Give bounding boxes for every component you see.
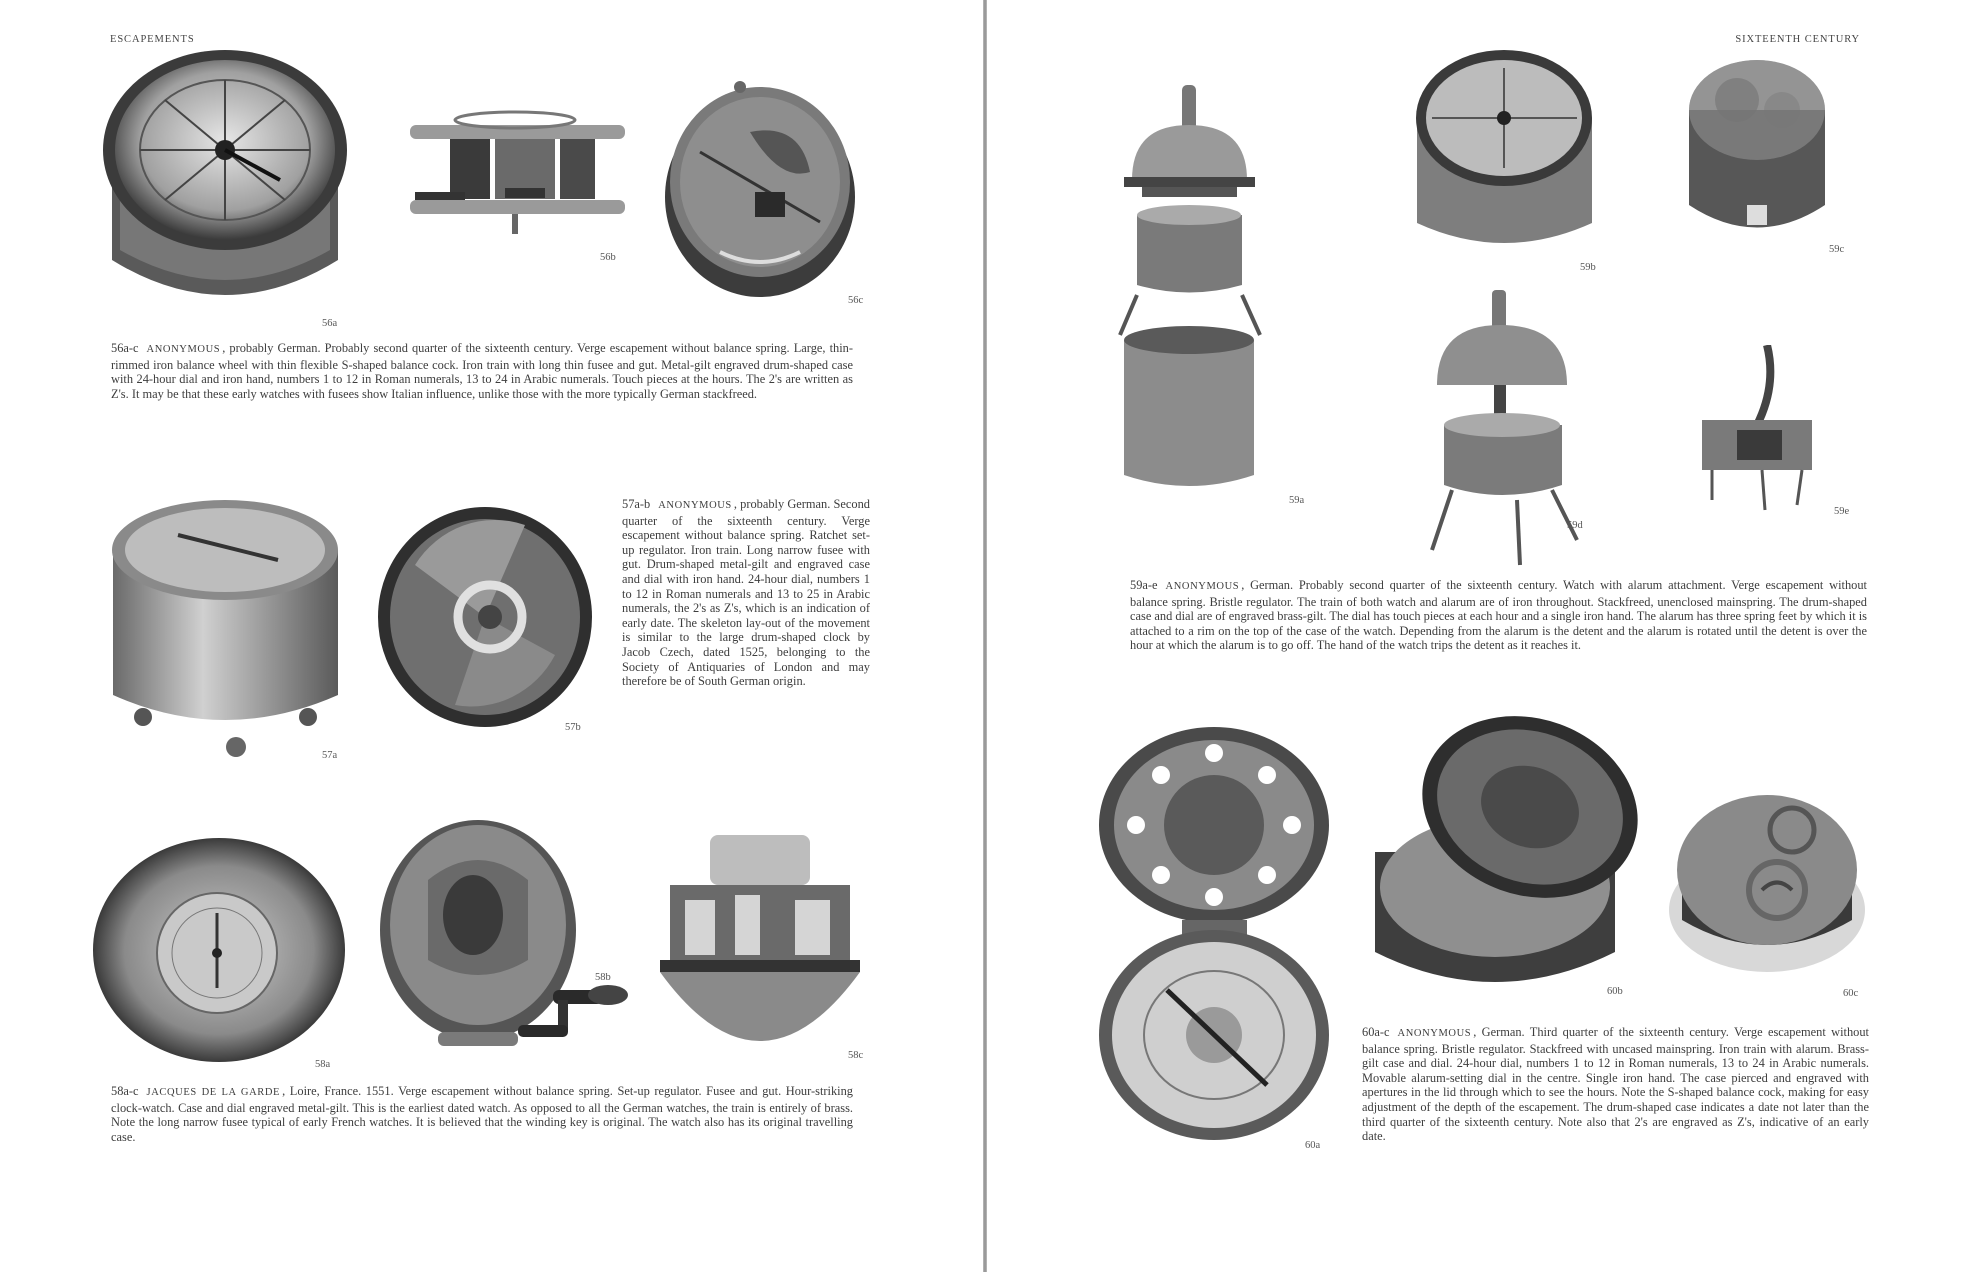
fig-label-56c: 56c [848, 295, 864, 306]
caption-text: , probably German. Probably second quarter of the sixteenth century. Verge escapement without balance spring. Large, thin-rimmed iron balance wheel with thin flexible S-shaped balance cock. Iron train with long thin fusee and gut. Metal-gilt engraved drum-shaped case with 24-hour dial and iron hand, numbers 1 to 12 in Roman numerals, 13 to 24 in Arabic numerals. Touch pieces at the hours. The 2's are written as Z's. It may be that these early watches with fusees show Italian influence, unlike those with the more typically German stackfreed. [111, 341, 853, 401]
photo-59c [1687, 55, 1827, 250]
caption-fig-number: 60a-c [1362, 1025, 1390, 1039]
caption-maker: ANONYMOUS [146, 344, 221, 355]
caption-fig-number: 57a-b [622, 497, 651, 511]
photo-58c [655, 830, 865, 1055]
running-head-left: ESCAPEMENTS [110, 34, 195, 45]
fig-label-56b: 56b [600, 252, 616, 263]
fig-label-59e: 59e [1834, 506, 1850, 517]
caption-maker: ANONYMOUS [1165, 581, 1240, 592]
photo-57a [108, 495, 343, 760]
photo-59a [1112, 85, 1267, 490]
fig-label-56a: 56a [322, 318, 338, 329]
caption-text: , German. Third quarter of the sixteenth century. Verge escapement without balance spring. Bristle regulator. Stackfreed with uncased mainspring. Iron train with alarum. Brass-gilt case and dial. 24-hour dial, numbers 1 to 12 in Roman numerals, 13 to 24 in Arabic numerals. Movable alarum-setting dial in the centre. Single iron hand. The case pierced and engraved with apertures in the lid through which to see the hours. Note the S-shaped balance cock, making for easy adjustment of the depth of the escapement. The drum-shaped case indicates a date not later than the third quarter of the sixteenth century. Note also that 2's are engraved as Z's, indicative of an early date. [1362, 1025, 1869, 1144]
photo-60a [1097, 725, 1332, 1145]
photo-59d [1422, 290, 1582, 570]
caption-maker: ANONYMOUS [658, 500, 732, 511]
caption-text: , Loire, France. 1551. Verge escapement without balance spring. Set-up regulator. Fusee and gut. Hour-striking clock-watch. Case and dial engraved metal-gilt. This is the earliest dated watch. As opposed to all the German watches, the train is entirely of brass. Note the long narrow fusee typical of early French watches. It is believed that the winding key is original. The watch also has its original travelling case. [111, 1084, 853, 1144]
fig-label-58a: 58a [315, 1059, 331, 1070]
caption-56a-c [111, 341, 853, 401]
fig-label-58b: 58b [595, 972, 611, 983]
fig-label-59b: 59b [1580, 262, 1596, 273]
caption-fig-number: 58a-c [111, 1084, 139, 1098]
caption-fig-number: 59a-e [1130, 578, 1158, 592]
photo-60b [1365, 712, 1640, 1002]
photo-59b [1412, 48, 1597, 253]
photo-56b [405, 100, 630, 240]
running-head-right: SIXTEENTH CENTURY [1735, 34, 1860, 45]
photo-60c [1667, 790, 1867, 975]
fig-label-59d: 59d [1567, 520, 1583, 531]
right-page [987, 0, 1980, 1272]
fig-label-59a: 59a [1289, 495, 1305, 506]
fig-label-57a: 57a [322, 750, 338, 761]
caption-60a-c [1362, 1025, 1869, 1144]
caption-58a-c [111, 1084, 853, 1144]
caption-maker: ANONYMOUS [1397, 1028, 1472, 1039]
fig-label-60c: 60c [1843, 988, 1859, 999]
fig-label-57b: 57b [565, 722, 581, 733]
fig-label-60b: 60b [1607, 986, 1623, 997]
caption-57a-b [622, 497, 870, 689]
fig-label-59c: 59c [1829, 244, 1845, 255]
caption-59a-e [1130, 578, 1867, 653]
caption-maker: JACQUES DE LA GARDE [146, 1087, 281, 1098]
caption-fig-number: 56a-c [111, 341, 139, 355]
photo-58a [92, 838, 347, 1063]
photo-59e [1697, 345, 1817, 515]
photo-56c [660, 72, 860, 302]
fig-label-58c: 58c [848, 1050, 864, 1061]
photo-58b [378, 800, 643, 1055]
left-page [0, 0, 983, 1272]
fig-label-60a: 60a [1305, 1140, 1321, 1151]
photo-57b [375, 505, 595, 730]
photo-56a [100, 50, 350, 320]
caption-text: , probably German. Second quarter of the sixteenth century. Verge escapement without balance spring. Ratchet set-up regulator. Iron train. Long narrow fusee with gut. Drum-shaped metal-gilt and engraved case and dial with iron hand. 24-hour dial, numbers 1 to 12 in Roman numerals and 13 to 25 in Arabic numerals, the 2's as Z's, which is an indication of early date. The skeleton lay-out of the movement is similar to the large drum-shaped clock by Jacob Czech, dated 1525, belonging to the Society of Antiquaries of London and may therefore be of South German origin. [622, 497, 870, 689]
caption-text: , German. Probably second quarter of the sixteenth century. Watch with alarum attachment. Verge escapement without balance spring. Bristle regulator. The train of both watch and alarum are of iron throughout. Stackfreed, unenclosed mainspring. The drum-shaped case and dial are of engraved brass-gilt. The dial has touch pieces at each hour and a single iron hand. The alarum has three spring feet by which it is attached to a rim on the top of the case of the watch. Depending from the alarum is the detent and the alarum is rotated until the detent is over the hour at which the alarum is to go off. The hand of the watch trips the detent as it reaches it. [1130, 578, 1867, 653]
